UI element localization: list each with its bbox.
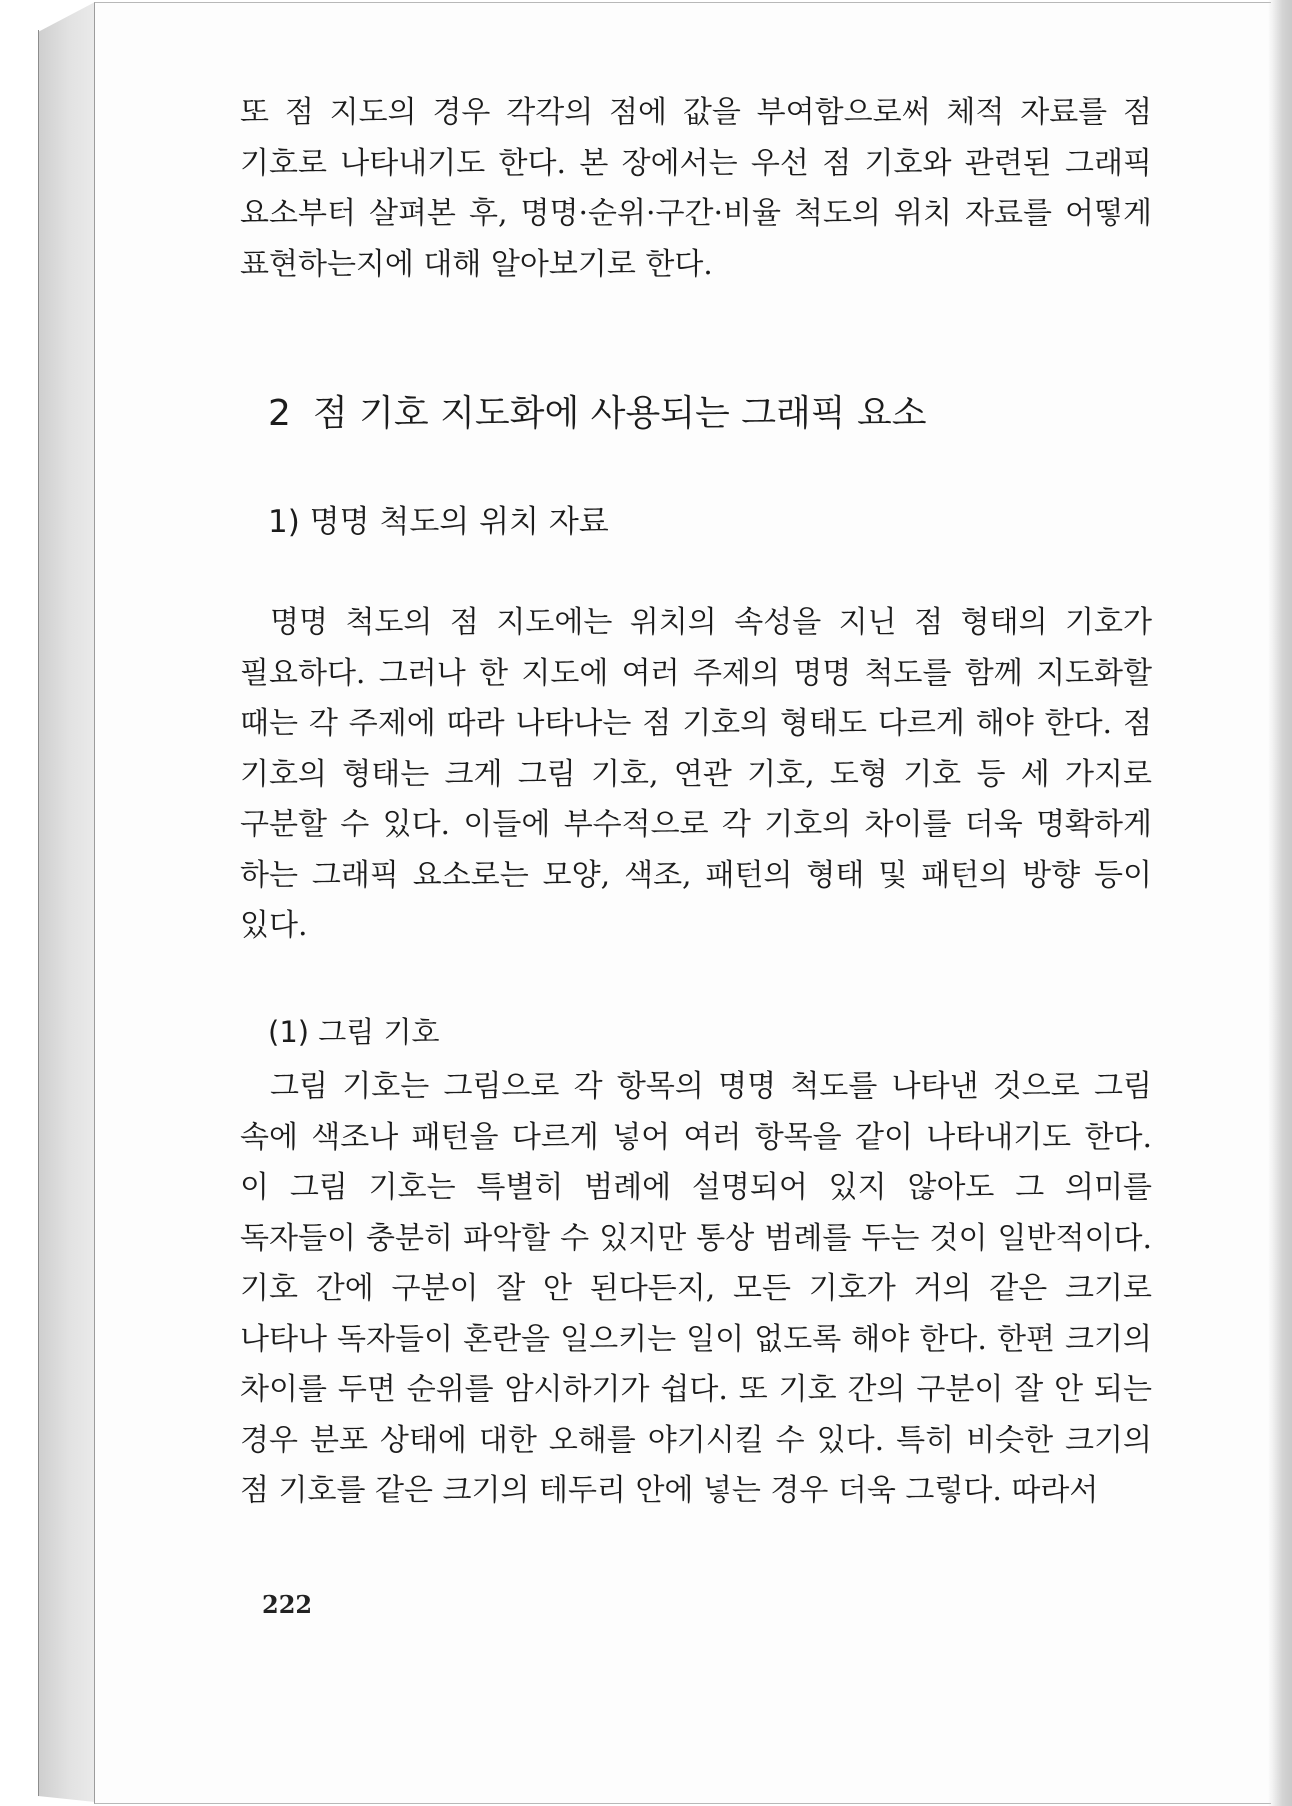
continued-paragraph-block [240, 88, 1152, 290]
section-heading [268, 385, 927, 436]
subsection-paragraph-block [240, 598, 1152, 952]
book-spine [38, 2, 95, 1802]
section-number: 2 [268, 393, 291, 434]
subsubsection-paragraph: 그림 기호는 그림으로 각 항목의 명명 척도를 나타낸 것으로 그림 속에 색조나 패턴을 다르게 넣어 여러 항목을 같이 나타내기도 한다. 이 그림 기호는 특별히 범례에 설명되어 있지 않아도 그 의미를 독자들이 충분히 파악할 수 있지만 통상 범례를 두는 것이 일반적이다. 기호 간에 구분이 잘 안 된다든지, 모든 기호가 거의 같은 크기로 나타나 독자들이 혼란을 일으키는 일이 없도록 해야 한다. 한편 크기의 차이를 두면 순위를 암시하기가 쉽다. 또 기호 간의 구분이 잘 안 되는 경우 분포 상태에 대한 오해를 야기시킬 수 있다. 특히 비슷한 크기의 점 기호를 같은 크기의 테두리 안에 넣는 경우 더욱 그렇다. 따라서 [240, 1069, 1152, 1508]
continued-paragraph: 또 점 지도의 경우 각각의 점에 값을 부여함으로써 체적 자료를 점 기호로 나타내기도 한다. 본 장에서는 우선 점 기호와 관련된 그래픽 요소부터 살펴본 후, 명명·순위·구간·비율 척도의 위치 자료를 어떻게 표현하는지에 대해 알아보기로 한다. [240, 95, 1152, 282]
page-number: 222 [262, 1590, 313, 1619]
subsection-paragraph: 명명 척도의 점 지도에는 위치의 속성을 지닌 점 형태의 기호가 필요하다. 그러나 한 지도에 여러 주제의 명명 척도를 함께 지도화할 때는 각 주제에 따라 나타나는 점 기호의 형태도 다르게 해야 한다. 점 기호의 형태는 크게 그림 기호, 연관 기호, 도형 기호 등 세 가지로 구분할 수 있다. 이들에 부수적으로 각 기호의 차이를 더욱 명확하게 하는 그래픽 요소로는 모양, 색조, 패턴의 형태 및 패턴의 방향 등이 있다. [240, 605, 1152, 943]
subsubsection-paragraph-block [240, 1062, 1152, 1517]
section-title: 점 기호 지도화에 사용되는 그래픽 요소 [312, 393, 927, 434]
book-edge-line [38, 30, 39, 1796]
subsection-heading: 1) 명명 척도의 위치 자료 [268, 504, 609, 540]
subsubsection-heading: (1) 그림 기호 [268, 1015, 440, 1049]
page-shadow [1268, 0, 1292, 1806]
